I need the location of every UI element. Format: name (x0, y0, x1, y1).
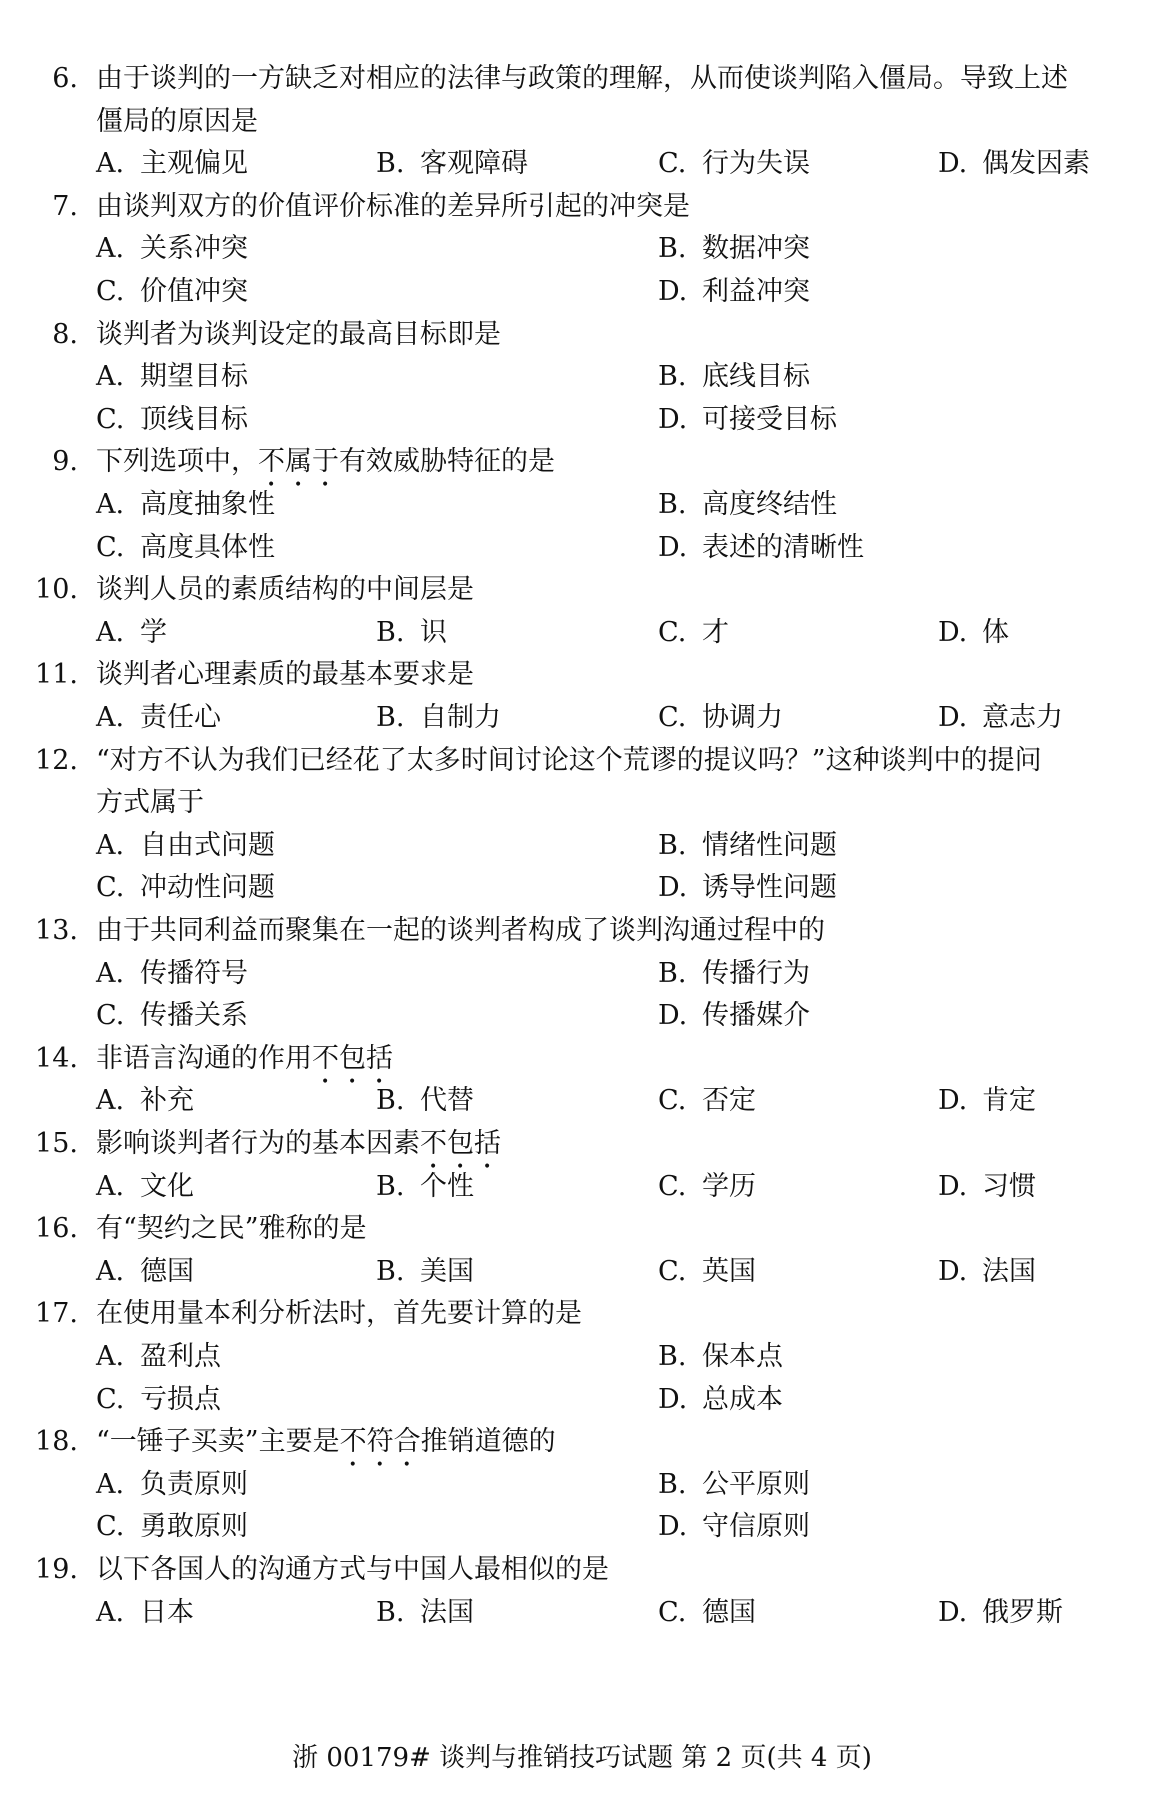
stem-text: “一锤子买卖”主要是 (96, 1426, 340, 1458)
option-d (658, 399, 837, 441)
option-a (96, 1251, 194, 1293)
option-c (96, 271, 248, 313)
option-a (96, 484, 275, 526)
question-7 (0, 186, 1164, 228)
option-label: D. (658, 1511, 688, 1543)
option-label: B. (658, 829, 687, 861)
option-text: 数据冲突 (702, 233, 810, 265)
question-number: 11. (35, 659, 78, 691)
options-row (0, 825, 1164, 867)
option-label: A. (96, 233, 125, 265)
options-row (0, 953, 1164, 995)
question-number: 14. (35, 1042, 78, 1074)
option-text: 偶发因素 (982, 148, 1090, 180)
option-label: C. (96, 531, 125, 563)
question-stem: 由谈判双方的价值评价标准的差异所引起的冲突是 (96, 190, 690, 222)
option-a (96, 953, 248, 995)
option-label: A. (96, 1596, 125, 1628)
option-b (658, 228, 810, 270)
options-row (0, 697, 1164, 739)
question-13 (0, 910, 1164, 952)
option-a (96, 1336, 221, 1378)
option-b (658, 1336, 783, 1378)
option-label: B. (376, 1085, 405, 1117)
option-d (658, 1379, 783, 1421)
option-text: 冲动性问题 (140, 872, 275, 904)
option-a (96, 356, 248, 398)
option-label: B. (658, 489, 687, 520)
option-text: 顶线目标 (140, 403, 248, 435)
option-label: C. (96, 872, 125, 904)
option-text: 学历 (702, 1170, 756, 1202)
option-c (96, 1506, 248, 1548)
option-label: C. (658, 1255, 687, 1287)
option-d (658, 867, 837, 909)
option-text: 个性 (420, 1170, 474, 1202)
option-text: 守信原则 (702, 1511, 810, 1543)
question-number: 19. (35, 1554, 78, 1585)
option-text: 法国 (420, 1596, 474, 1628)
question-number: 13. (35, 915, 78, 946)
option-text: 肯定 (982, 1085, 1036, 1117)
options-row (0, 484, 1164, 526)
option-label: A. (96, 1170, 125, 1202)
question-15 (0, 1123, 1164, 1165)
option-label: C. (658, 702, 687, 733)
option-a (96, 697, 221, 739)
option-d (938, 697, 1063, 739)
option-text: 价值冲突 (140, 276, 248, 307)
option-text: 主观偏见 (140, 148, 248, 180)
option-label: B. (658, 1468, 687, 1500)
option-label: B. (376, 1596, 405, 1628)
question-stem: 由于共同利益而聚集在一起的谈判者构成了谈判沟通过程中的 (96, 915, 825, 946)
options-row (0, 612, 1164, 654)
option-label: B. (376, 616, 405, 648)
question-12 (0, 740, 1164, 782)
question-9 (0, 441, 1164, 483)
question-stem: “对方不认为我们已经花了太多时间讨论这个荒谬的提议吗？”这种谈判中的提问 (96, 744, 1042, 776)
option-text: 保本点 (702, 1341, 783, 1372)
option-text: 责任心 (140, 702, 221, 733)
option-text: 才 (702, 616, 729, 648)
option-b (376, 612, 447, 654)
question-number: 6. (52, 63, 78, 94)
question-6 (0, 58, 1164, 100)
option-label: B. (658, 233, 687, 265)
option-label: C. (658, 148, 687, 180)
option-label: A. (96, 616, 125, 648)
option-text: 俄罗斯 (982, 1596, 1063, 1628)
question-stem: 以下各国人的沟通方式与中国人最相似的是 (96, 1554, 609, 1585)
stem-text: 下列选项中， (96, 446, 258, 478)
option-label: D. (938, 702, 968, 733)
options-row (0, 1166, 1164, 1208)
option-label: C. (96, 276, 125, 307)
option-d (938, 612, 1009, 654)
option-text: 法国 (982, 1255, 1036, 1287)
options-row (0, 995, 1164, 1037)
options-row (0, 143, 1164, 185)
option-text: 可接受目标 (702, 403, 837, 435)
option-c (658, 1251, 756, 1293)
option-c (658, 1166, 756, 1208)
stem-text: 非语言沟通的作用 (96, 1042, 312, 1074)
option-text: 行为失误 (702, 148, 810, 180)
option-label: D. (658, 1383, 688, 1415)
option-label: D. (658, 1000, 688, 1032)
option-b (376, 143, 528, 185)
option-label: D. (658, 403, 688, 435)
option-text: 补充 (140, 1085, 194, 1117)
option-text: 勇敢原则 (140, 1511, 248, 1543)
question-stem-continued (0, 782, 1164, 824)
option-text: 底线目标 (702, 361, 810, 393)
page-footer: 浙 00179# 谈判与推销技巧试题 第 2 页(共 4 页) (292, 1743, 872, 1773)
option-label: D. (938, 148, 968, 180)
option-label: D. (938, 1170, 968, 1202)
option-text: 客观障碍 (420, 148, 528, 180)
option-text: 传播符号 (140, 957, 248, 989)
option-text: 意志力 (982, 702, 1063, 733)
option-label: A. (96, 1085, 125, 1117)
option-c (658, 1080, 756, 1122)
question-8 (0, 314, 1164, 356)
option-label: D. (938, 616, 968, 648)
option-text: 期望目标 (140, 361, 248, 393)
stem-emphasis: 不包括 (420, 1128, 501, 1159)
option-label: D. (938, 1255, 968, 1287)
stem-emphasis: 不包括 (312, 1042, 393, 1074)
options-row (0, 228, 1164, 270)
option-text: 高度终结性 (702, 489, 837, 520)
question-number: 12. (35, 744, 78, 776)
question-stem: 谈判者心理素质的最基本要求是 (96, 659, 474, 691)
option-b (658, 953, 810, 995)
option-text: 美国 (420, 1255, 474, 1287)
option-label: A. (96, 489, 125, 520)
option-label: A. (96, 148, 125, 180)
option-label: D. (658, 531, 688, 563)
option-text: 德国 (140, 1255, 194, 1287)
options-row (0, 527, 1164, 569)
options-row (0, 399, 1164, 441)
option-d (938, 1251, 1036, 1293)
question-number: 16. (35, 1213, 78, 1245)
option-label: B. (376, 1170, 405, 1202)
option-text: 传播关系 (140, 1000, 248, 1032)
option-label: A. (96, 361, 125, 393)
option-text: 表述的清晰性 (702, 531, 864, 563)
option-label: B. (658, 1341, 687, 1372)
option-label: D. (938, 1085, 968, 1117)
question-11 (0, 654, 1164, 696)
option-a (96, 1592, 194, 1634)
option-text: 协调力 (702, 702, 783, 733)
option-label: A. (96, 829, 125, 861)
option-text: 传播媒介 (702, 1000, 810, 1032)
question-19 (0, 1549, 1164, 1591)
question-10 (0, 569, 1164, 611)
option-label: C. (658, 1085, 687, 1117)
option-label: A. (96, 1255, 125, 1287)
option-label: B. (376, 702, 405, 733)
option-d (658, 1506, 810, 1548)
options-row (0, 356, 1164, 398)
option-label: B. (376, 1255, 405, 1287)
option-label: D. (938, 1596, 968, 1628)
option-b (658, 484, 837, 526)
option-d (938, 1080, 1036, 1122)
option-a (96, 1464, 248, 1506)
option-c (658, 612, 729, 654)
question-16 (0, 1208, 1164, 1250)
options-row (0, 1592, 1164, 1634)
question-number: 8. (52, 318, 78, 350)
option-c (96, 399, 248, 441)
option-d (658, 995, 810, 1037)
option-b (376, 1251, 474, 1293)
question-number: 15. (35, 1128, 78, 1159)
option-label: C. (96, 403, 125, 435)
question-number: 10. (35, 574, 78, 606)
question-17 (0, 1293, 1164, 1335)
question-stem: 有“契约之民”雅称的是 (96, 1213, 367, 1245)
option-c (96, 867, 275, 909)
option-c (96, 527, 275, 569)
question-stem: 谈判人员的素质结构的中间层是 (96, 574, 474, 606)
option-d (658, 271, 810, 313)
options-row (0, 1080, 1164, 1122)
option-text: 关系冲突 (140, 233, 248, 265)
option-b (376, 1592, 474, 1634)
option-label: C. (96, 1000, 125, 1032)
question-14 (0, 1038, 1164, 1080)
option-label: D. (658, 276, 688, 307)
option-b (376, 1166, 474, 1208)
options-row (0, 1464, 1164, 1506)
option-text: 情绪性问题 (702, 829, 837, 861)
option-text: 公平原则 (702, 1468, 810, 1500)
option-text: 利益冲突 (702, 276, 810, 307)
question-stem: 由于谈判的一方缺乏对相应的法律与政策的理解，从而使谈判陷入僵局。导致上述 (96, 63, 1068, 94)
option-d (938, 143, 1090, 185)
option-text: 习惯 (982, 1170, 1036, 1202)
option-a (96, 143, 248, 185)
option-text: 学 (140, 616, 167, 648)
option-text: 自由式问题 (140, 829, 275, 861)
option-text: 诱导性问题 (702, 872, 837, 904)
stem-text: 影响谈判者行为的基本因素 (96, 1128, 420, 1159)
option-a (96, 228, 248, 270)
option-a (96, 1166, 194, 1208)
option-c (96, 995, 248, 1037)
question-stem: 方式属于 (96, 787, 204, 819)
option-label: C. (96, 1383, 125, 1415)
question-stem: 在使用量本利分析法时，首先要计算的是 (96, 1298, 582, 1330)
question-stem-continued (0, 101, 1164, 143)
option-label: A. (96, 957, 125, 989)
option-c (658, 143, 810, 185)
option-a (96, 1080, 194, 1122)
options-row (0, 1506, 1164, 1548)
option-label: A. (96, 1468, 125, 1500)
option-text: 文化 (140, 1170, 194, 1202)
option-c (658, 697, 783, 739)
option-text: 亏损点 (140, 1383, 221, 1415)
option-text: 德国 (702, 1596, 756, 1628)
option-b (658, 356, 810, 398)
option-label: B. (376, 148, 405, 180)
stem-text: 推销道德的 (420, 1426, 556, 1458)
option-c (658, 1592, 756, 1634)
option-text: 否定 (702, 1085, 756, 1117)
stem-emphasis: 不符合 (339, 1426, 421, 1458)
question-stem: 僵局的原因是 (96, 105, 258, 137)
question-number: 17. (35, 1298, 78, 1330)
option-text: 高度具体性 (140, 531, 275, 563)
option-label: A. (96, 702, 125, 733)
question-18 (0, 1421, 1164, 1463)
option-text: 负责原则 (140, 1468, 248, 1500)
options-row (0, 1251, 1164, 1293)
option-text: 高度抽象性 (140, 489, 275, 520)
option-b (376, 1080, 474, 1122)
stem-text: 有效威胁特征的是 (339, 446, 555, 478)
options-row (0, 271, 1164, 313)
option-text: 盈利点 (140, 1341, 221, 1372)
option-text: 总成本 (702, 1383, 783, 1415)
stem-emphasis: 不属于 (258, 446, 339, 478)
question-number: 18. (35, 1426, 78, 1458)
option-b (658, 1464, 810, 1506)
option-text: 体 (982, 616, 1009, 648)
option-d (658, 527, 864, 569)
option-a (96, 825, 275, 867)
option-label: C. (658, 616, 687, 648)
option-label: B. (658, 957, 687, 989)
option-text: 传播行为 (702, 957, 810, 989)
option-a (96, 612, 167, 654)
question-stem: 谈判者为谈判设定的最高目标即是 (96, 318, 501, 350)
option-label: B. (658, 361, 687, 393)
options-row (0, 867, 1164, 909)
option-text: 代替 (420, 1085, 474, 1117)
option-d (938, 1592, 1063, 1634)
option-d (938, 1166, 1036, 1208)
question-number: 7. (52, 190, 78, 222)
option-text: 自制力 (420, 702, 501, 733)
option-text: 英国 (702, 1255, 756, 1287)
option-b (658, 825, 837, 867)
question-number: 9. (52, 446, 78, 478)
option-text: 日本 (140, 1596, 194, 1628)
option-label: C. (658, 1170, 687, 1202)
option-text: 识 (420, 616, 447, 648)
options-row (0, 1379, 1164, 1421)
option-label: C. (658, 1596, 687, 1628)
options-row (0, 1336, 1164, 1378)
option-label: C. (96, 1511, 125, 1543)
option-label: D. (658, 872, 688, 904)
option-c (96, 1379, 221, 1421)
option-b (376, 697, 501, 739)
option-label: A. (96, 1341, 125, 1372)
